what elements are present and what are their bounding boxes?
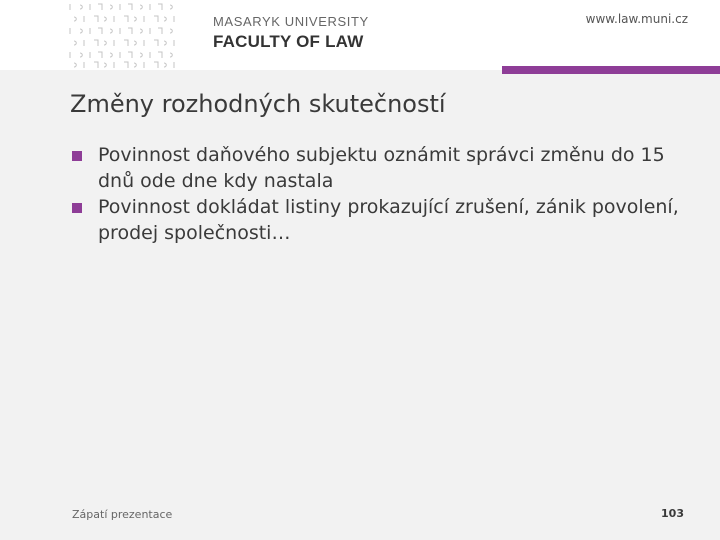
bullet-item <box>72 142 692 194</box>
bullet-list <box>72 142 692 246</box>
header-accent-bar <box>502 66 720 74</box>
slide-header <box>0 0 720 70</box>
square-bullet-icon <box>72 203 82 213</box>
square-bullet-icon <box>72 151 82 161</box>
faculty-pattern-logo <box>60 0 186 70</box>
page-number: 103 <box>661 507 684 520</box>
website-url: www.law.muni.cz <box>585 12 688 26</box>
bullet-text: Povinnost daňového subjektu oznámit správci změnu do 15 dnů ode dne kdy nastala <box>98 144 665 192</box>
bullet-text: Povinnost dokládat listiny prokazující zrušení, zánik povolení, prodej společnosti… <box>98 196 679 244</box>
faculty-name: FACULTY OF LAW <box>213 32 364 51</box>
slide-title: Změny rozhodných skutečností <box>70 90 446 118</box>
bullet-item <box>72 194 692 246</box>
university-name: MASARYK UNIVERSITY <box>213 14 369 29</box>
footer-text: Zápatí prezentace <box>72 508 173 521</box>
